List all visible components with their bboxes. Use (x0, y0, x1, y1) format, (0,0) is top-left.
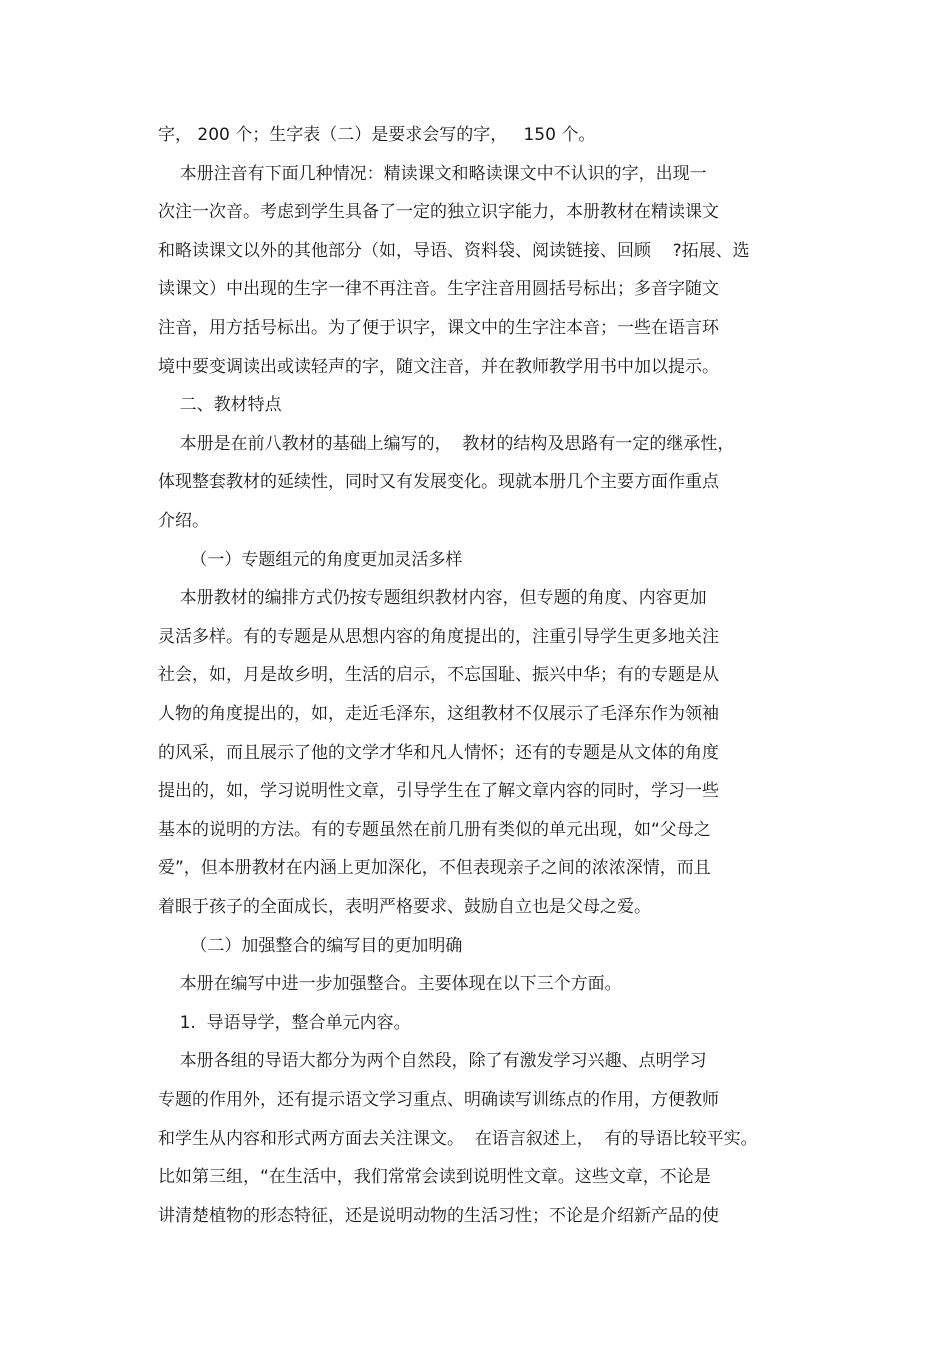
text-line: 和略读课文以外的其他部分（如，导语、资料袋、阅读链接、回顾 ?拓展、选 (158, 241, 750, 261)
text-line: 读课文）中出现的生字一律不再注音。生字注音用圆括号标出；多音字随文 (158, 279, 719, 299)
text-line: （二）加强整合的编写目的更加明确 (158, 936, 463, 956)
text-line: （一）专题组元的角度更加灵活多样 (158, 550, 463, 570)
text-line: 次注一次音。考虑到学生具备了一定的独立识字能力，本册教材在精读课文 (158, 202, 719, 222)
text-line: 体现整套教材的延续性，同时又有发展变化。现就本册几个主要方面作重点 (158, 472, 719, 492)
text-line: 本册在编写中进一步加强整合。主要体现在以下三个方面。 (158, 974, 622, 994)
text-line: 境中要变调读出或读轻声的字，随文注音，并在教师教学用书中加以提示。 (158, 357, 719, 377)
text-line: 字， 200 个；生字表（二）是要求会写的字， 150 个。 (158, 125, 596, 145)
text-line: 提出的，如，学习说明性文章，引导学生在了解文章内容的同时，学习一些 (158, 781, 719, 801)
text-line: 基本的说明的方法。有的专题虽然在前几册有类似的单元出现，如“父母之 (158, 820, 711, 840)
text-line: 介绍。 (158, 511, 209, 531)
text-line: 专题的作用外，还有提示语文学习重点、明确读写训练点的作用，方便教师 (158, 1090, 719, 1110)
text-line: 比如第三组，“在生活中，我们常常会读到说明性文章。这些文章，不论是 (158, 1167, 711, 1187)
text-line: 本册各组的导语大都分为两个自然段，除了有激发学习兴趣、点明学习 (158, 1051, 707, 1071)
text-line: 社会，如，月是故乡明，生活的启示，不忘国耻、振兴中华；有的专题是从 (158, 665, 719, 685)
text-line: 爱”，但本册教材在内涵上更加深化，不但表现亲子之间的浓浓深情，而且 (158, 858, 711, 878)
text-line: 讲清楚植物的形态特征，还是说明动物的生活习性；不论是介绍新产品的使 (158, 1206, 719, 1226)
text-line: 的风采，而且展示了他的文学才华和凡人情怀；还有的专题是从文体的角度 (158, 743, 719, 763)
text-line: 本册是在前八教材的基础上编写的， 教材的结构及思路有一定的继承性， (158, 434, 735, 454)
text-line: 人物的角度提出的，如，走近毛泽东，这组教材不仅展示了毛泽东作为领袖 (158, 704, 719, 724)
text-line: 灵活多样。有的专题是从思想内容的角度提出的，注重引导学生更多地关注 (158, 627, 719, 647)
text-line: 和学生从内容和形式两方面去关注课文。 在语言叙述上， 有的导语比较平实。 (158, 1129, 758, 1149)
text-line: 二、教材特点 (158, 395, 282, 415)
text-line: 着眼于孩子的全面成长，表明严格要求、鼓励自立也是父母之爱。 (158, 897, 651, 917)
text-line: 注音，用方括号标出。为了便于识字，课文中的生字注本音；一些在语言环 (158, 318, 719, 338)
text-line: 本册教材的编排方式仍按专题组织教材内容，但专题的角度、内容更加 (158, 588, 707, 608)
text-line: 1. 导语导学，整合单元内容。 (158, 1013, 411, 1033)
text-line: 本册注音有下面几种情况：精读课文和略读课文中不认识的字，出现一 (158, 164, 707, 184)
